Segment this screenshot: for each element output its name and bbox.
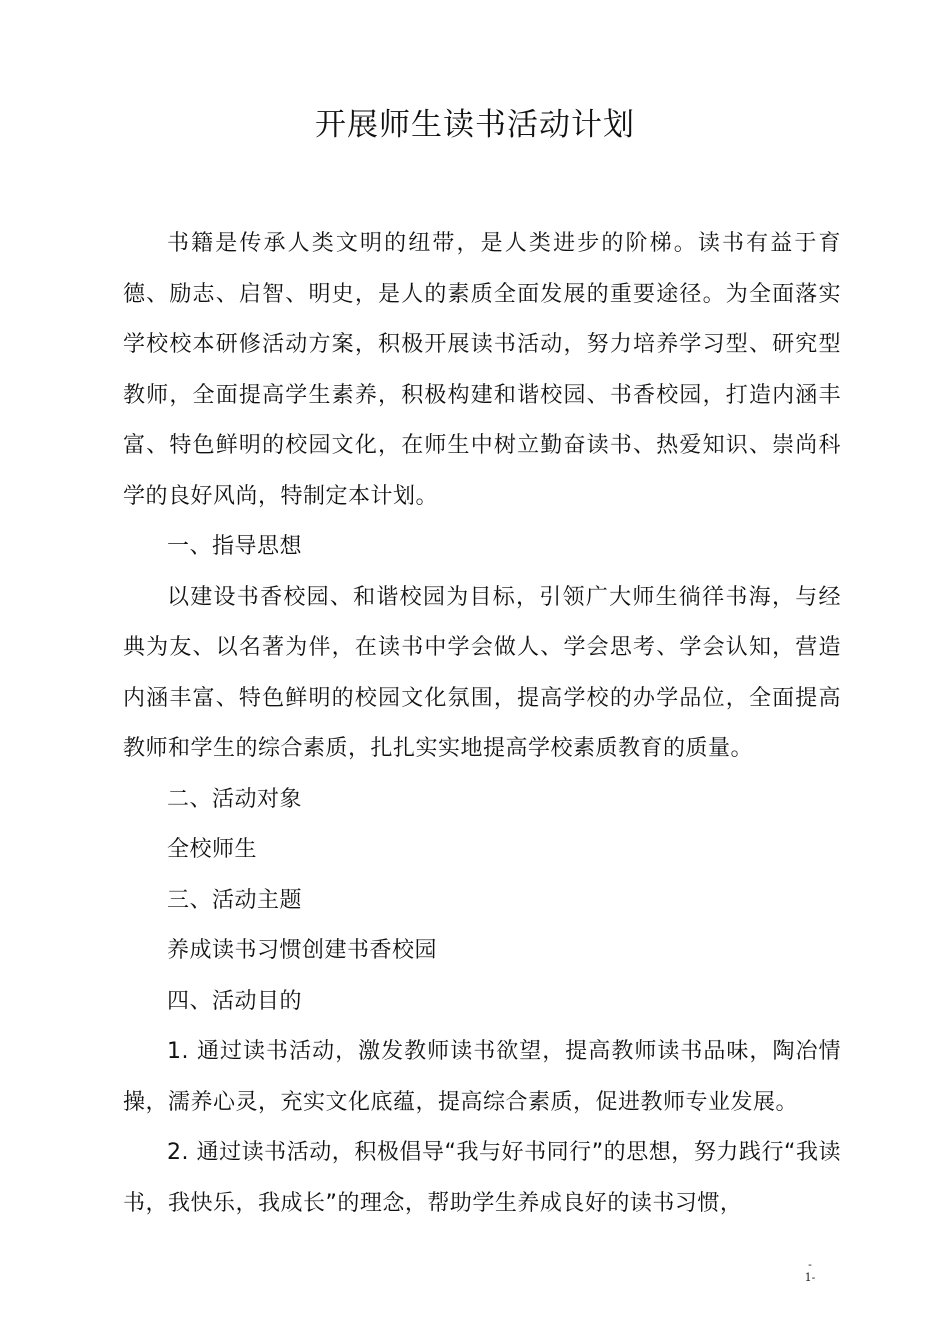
section-text-activity-theme: 养成读书习惯创建书香校园: [167, 938, 438, 963]
section-heading-activity-theme: 三、活动主题: [167, 887, 303, 913]
document-body: [123, 219, 841, 1229]
intro-paragraph: 书籍是传承人类文明的纽带，是人类进步的阶梯。读书有益于育德、励志、启智、明史，是人的素质全面发展的重要途径。为全面落实学校校本研修活动方案，积极开展读书活动，努力培养学习型、研究型教师，全面提高学生素养，积极构建和谐校园、书香校园，打造内涵丰富、特色鲜明的校园文化，在师生中树立勤奋读书、热爱知识、崇尚科学的良好风尚，特制定本计划。: [123, 231, 841, 509]
section-heading-activity-purpose: 四、活动目的: [167, 988, 303, 1014]
section-heading-guiding-ideology: 一、指导思想: [167, 534, 303, 559]
page-number: [790, 1258, 830, 1284]
section-text-activity-targets: 全校师生: [167, 837, 258, 862]
purpose-item-1: 1. 通过读书活动，激发教师读书欲望，提高教师读书品味，陶冶情操，濡养心灵，充实文化底蕴，提高综合素质，促进教师专业发展。: [123, 1039, 841, 1115]
page-marker-bottom: 1-: [804, 1271, 816, 1284]
page-marker-top: -: [808, 1258, 812, 1271]
section-text-guiding-ideology: 以建设书香校园、和谐校园为目标，引领广大师生徜徉书海，与经典为友、以名著为伴，在读书中学会做人、学会思考、学会认知，营造内涵丰富、特色鲜明的校园文化氛围，提高学校的办学品位，全面提高教师和学生的综合素质，扎扎实实地提高学校素质教育的质量。: [123, 584, 841, 761]
purpose-item-2: 2. 通过读书活动，积极倡导“我与好书同行”的思想，努力践行“我读书，我快乐，我成长”的理念，帮助学生养成良好的读书习惯，: [123, 1140, 841, 1216]
document-title: 开展师生读书活动计划: [315, 107, 635, 143]
section-heading-activity-targets: 二、活动对象: [167, 786, 303, 812]
